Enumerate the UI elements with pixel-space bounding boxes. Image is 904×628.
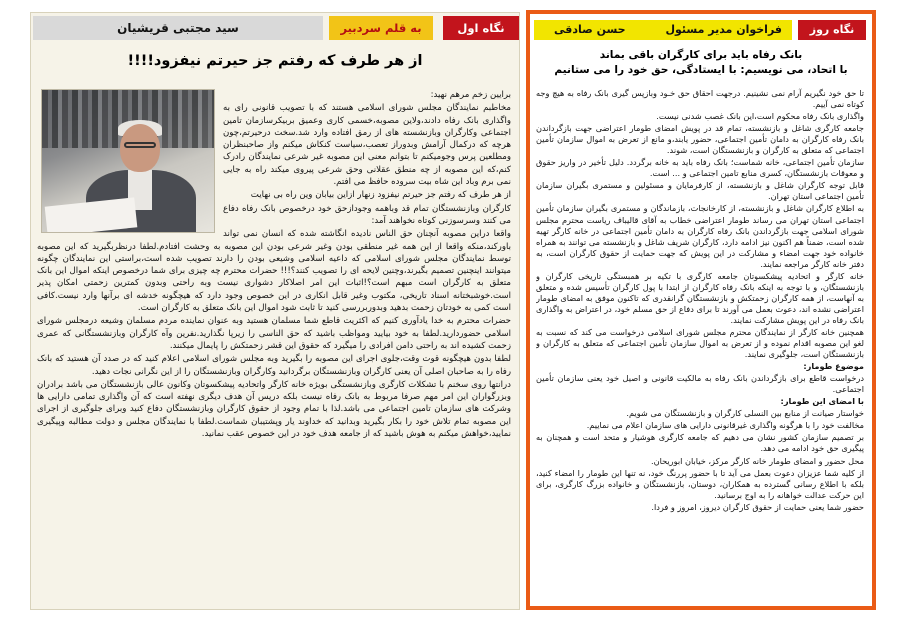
section-tag: نگاه اول bbox=[443, 16, 519, 40]
paragraph: خواستار صیانت از منابع بین النسلی کارگران و بازنشستگان می شویم. bbox=[626, 408, 864, 419]
paragraph: لطفا بدون هیچگونه قوت وقت،جلوی اجرای این مصوبه را بگیرید وبه مجلس شورای اسلامی اعلام کنید که در صدد آن هستید که بانک رفاه را به صاحبان اصلی آن یعنی کارگران وبازنشستگان برگردانید وکارگران وبازنشستگان را از این نگرانی نجات دهید. bbox=[37, 354, 511, 377]
daily-view-body bbox=[536, 88, 864, 602]
paragraph: از هر طرف که رفتم جز حیرتم نیفزود زنهار ازاین بیابان وین راه بی نهایت bbox=[250, 190, 511, 201]
paragraph: حضور شما یعنی حمایت از حقوق کارگران دیروز، امروز و فردا. bbox=[651, 501, 864, 512]
paragraph: کارگران وبازنشستگان تمام قد وباهمه وجودازحق خود درخصوص بانک رفاه دفاع می کنند وسرسوزنی کوتاه نخواهند آمد: bbox=[223, 203, 511, 226]
subheading: با امضای این طومار: bbox=[780, 396, 864, 407]
author-name: حسن صادقی bbox=[554, 23, 626, 36]
paragraph: مخالفت خود را با هرگونه واگذاری غیرقانونی دارایی های سازمان اعلام می نماییم. bbox=[586, 420, 864, 431]
paragraph: درخواست قاطع برای بازگرداندن بانک رفاه به مالکیت قانونی و اصیل خود یعنی سازمان تأمین اجتماعی. bbox=[536, 373, 864, 395]
subheading: موضوع طومار: bbox=[803, 361, 864, 372]
header-banner bbox=[534, 20, 792, 40]
section-label: به قلم سردبیر bbox=[329, 16, 433, 40]
paragraph: از کلیه شما عزیزان دعوت بعمل می آید تا با حضور پررنگ خود، نه تنها این طومار را امضاء کنید، بلکه با اطلاع رسانی گسترده به همکاران، دوستان، بازنشستگان و خانواده بزرگ کارگری، برای این حرکت عدالت خواهانه را به اوج برسانید. bbox=[536, 467, 864, 500]
paragraph: مخاطبم نمایندگان مجلس شورای اسلامی هستند که با تصویب قانونی رای به واگذاری بانک رفاه دادند،ولاین مصوبه،خسمی کاری وعمیق بربیکرسازمان تامین اجتماعی وکارگران وبازنشسته های از رمق افتاده وارد شد.سخت درحیرتم،چون هرچه که درکمال آرامش وبدوراز تعصب،سیاست کنکاش میکنم واز صاحبنظران ومطلعین پرس وجومیکنم تا بتوانم معنی این مصوبه غیر شرعی نمایندگان رادرک کنم،که این مصوبه از چه منطق عقلانی وحق شرعی پیروی میکند راه به جایی نمی برم وباد این شاه بیت سروده حافظ می افتم. bbox=[223, 103, 511, 188]
editorial-title: از هر طرف که رفتم جز حیرتم نیفزود!!!! bbox=[127, 53, 423, 69]
paragraph: سازمان تأمین اجتماعی، خانه شماست؛ بانک رفاه باید به خانه برگردد. دلیل تأخیر در واریز حقوق و معوقات بازنشستگان، کسری منابع تامین اجتماعی و ... است. bbox=[536, 157, 864, 179]
header-subtitle: فراخوان مدیر مسئول bbox=[665, 23, 782, 36]
daily-view-column bbox=[526, 10, 876, 610]
daily-view-title bbox=[536, 48, 866, 78]
paragraph: درانتها روی سخنم با تشکلات کارگری وبازنشستگی بویژه خانه کارگر واتحادیه پیشکسوتان وکانون عالی بازنشستگان می باشد برادران وبزرگواران این امر مهم صرفا مربوط به بانک رفاه نیست بلکه درپس آن هدف دیگری نهفته است که آن واگذاری تمامی دارایی ها وشرکت های سازمان تامین اجتماعی می باشد.لذا با تمام وجود از حقوق کارگران وبازنشستگان دفاع کنید وبرای جلوگیری از اجرای این مصوبه تمام تلاش خود را بکار بگیرید وبدانید که خداوند یار وپشتیبان شماست.لطفا با نمایندگان مجلس و دولت مطالبه وپیگیری نمایید،خواهش میکنم به هوش باشید که از جامعه هدف خود در این خصوص عقب نمانید. bbox=[37, 379, 511, 440]
paragraph: قابل توجه کارگران شاغل و بازنشسته، از کارفرمایان و مسئولین و مستمری بگیران سازمان تأمین اجتماعی استان تهران. bbox=[536, 180, 864, 202]
editorial-header bbox=[31, 13, 519, 43]
editorial-body bbox=[37, 89, 511, 603]
paragraph: تا حق خود نگیریم آرام نمی نشینیم. درجهت احقاق حق خـود وبازپس گیری بانک رفاه به هیچ وجه کوتاه نمی آییم. bbox=[536, 88, 864, 110]
paragraph: همچنین خانه کارگر از نمایندگان محترم مجلس شورای اسلامی درخواست می کند که نسبت به لغو این مصوبه اقدام نموده و از تعرض به اموال سازمان تأمین اجتماعی که متعلق به کارگران و بازنشستگان است، جلوگیری نمایند. bbox=[536, 326, 864, 360]
paragraph: حضرات محترم به خدا یادآوری کنیم که اکثریت قاطع شما مسلمان هستید وبه عنوان نماینده مردم مسلمان وشیعه درمجلس شورای اسلامی حضوردارید.لطفا به خود بیایید ومواظب باشید که حق الناسی را زیرپا نگذارید.نفرین وآه کارگران وبازنشستگانی که عمری زحمت کشیده اند به راحتی دامن افرادی را میگیرد که حقوق این قشر زحمتکش را پایمال میکنند. bbox=[37, 316, 511, 351]
title-line: با اتحاد، می نویسیم: با ایستادگی، حق خود را می ستانیم bbox=[554, 64, 848, 76]
title-line: بانک رفاه باید برای کارگران باقی بماند bbox=[599, 49, 803, 61]
paragraph: جامعه کارگری شاغل و بازنشسته، تمام قد در پویش امضای طومار اعتراضی جهت بازگرداندن بانک رفاه کارگران به دامان تأمین اجتماعی، حضور یابند،و مانع از تعرض به اموال سازمان تأمین اجتماعی که متعلق به کارگران و بازنشستگان است، شوند. bbox=[536, 123, 864, 156]
paragraph: محل حضور و امضای طومار خانه کارگر مرکز، خیابان ابوریحان. bbox=[650, 455, 864, 466]
daily-view-header bbox=[530, 14, 872, 44]
editorial-column bbox=[30, 12, 520, 610]
paragraph: واقعا دراین مصوبه آنچنان حق الناس نادیده انگاشته شده که انسان نمی تواند باورکند،منکه واقعا از این همه غیر منطقی بودن وغیر شرعی بودن این مصوبه به وحشت افتادم.لطفا درنظربگیرید که این مصوبه توسط نمایندگان مجلس شورای اسلامی که داعیه اسلامی وشیعی بودن را دارند تصویب شده است،براستی این نمایندگان چگونه میتوانند اینچنین تصمیم بگیرند،وچنین لایحه ای را تصویب کنند؟!!! حضرات محترم چه چیزی برای شما درخصوص اینکه اموال این بانک متعلق به کارگران است مبهم است؟!اثبات این امر اصلاکار دشواری نیست وبه راحتی وبدون کمترین زحمتی امکان پذیر است.خوشبختانه اسناد تاریخی، مکتوب وغیر قابل انکاری در این خصوص وجود دارد که هیچگونه خدشه ای برآنها وارد نیست.کافی است کمی به خودتان زحمت بدهید وبدوربررسی کنید تا ثابت شود اموال این بانک متعلق به کارگران است. bbox=[37, 229, 511, 314]
paragraph: به اطلاع کارگران شاغل و بازنشسته، از کارخانجات، بازماندگان و مستمری بگیران سازمان تأمین اجتماعی استان تهران می رساند طومار اعتراضی خطاب به آقای قالیباف ریاست محترم مجلس شورای اسلامی جهت بازگرداندن بانک رفاه کارگران به دامان تأمین اجتماعی در خانه کارگر تهیه شده است، ضمناً هم اکنون نیز ادامه دارد، کارگران شریف شاغل و بازنشسته می توانند به همراه خانواده خود جهت امضاء و مشارکت در این پویش که جهت حمایت از حقوق کارگران است، به دفتر خانه کارگر مراجعه نمایند. bbox=[536, 203, 864, 269]
paragraph: بر تصمیم سازمان کشور نشان می دهیم که جامعه کارگری هوشیار و متحد است و همچنان به پیگیری حق خود ادامه می دهد. bbox=[536, 432, 864, 454]
paragraph: واگذاری بانک رفاه محکوم است،این بانک غصب شدنی نیست. bbox=[656, 111, 864, 122]
paragraph: خانه کارگر و اتحادیه پیشکسوتان جامعه کارگری با تکیه بر همبستگی تاریخی کارگران و بازنشستگان، و با توجه به اینکه بانک رفاه کارگران از ابتدا با پول کارگران تأسیس شده و متعلق به آنهاست، از همه کارگران زحمتکش و بازنشستگان گرانقدری که تاکنون موفق به امضای طومار اعتراضی نشده اند، دعوت بعمل می آورند تا برای دفاع از حق مسلم خود، در اعتراض به واگذاری بانک رفاه در این پویش مشارکت نمایند. bbox=[536, 270, 864, 325]
author-name: سید مجتبی قریشیان bbox=[33, 16, 323, 40]
section-tag: نگاه روز bbox=[798, 20, 866, 40]
paragraph: برایین زخم مرهم نهید: bbox=[430, 90, 511, 100]
